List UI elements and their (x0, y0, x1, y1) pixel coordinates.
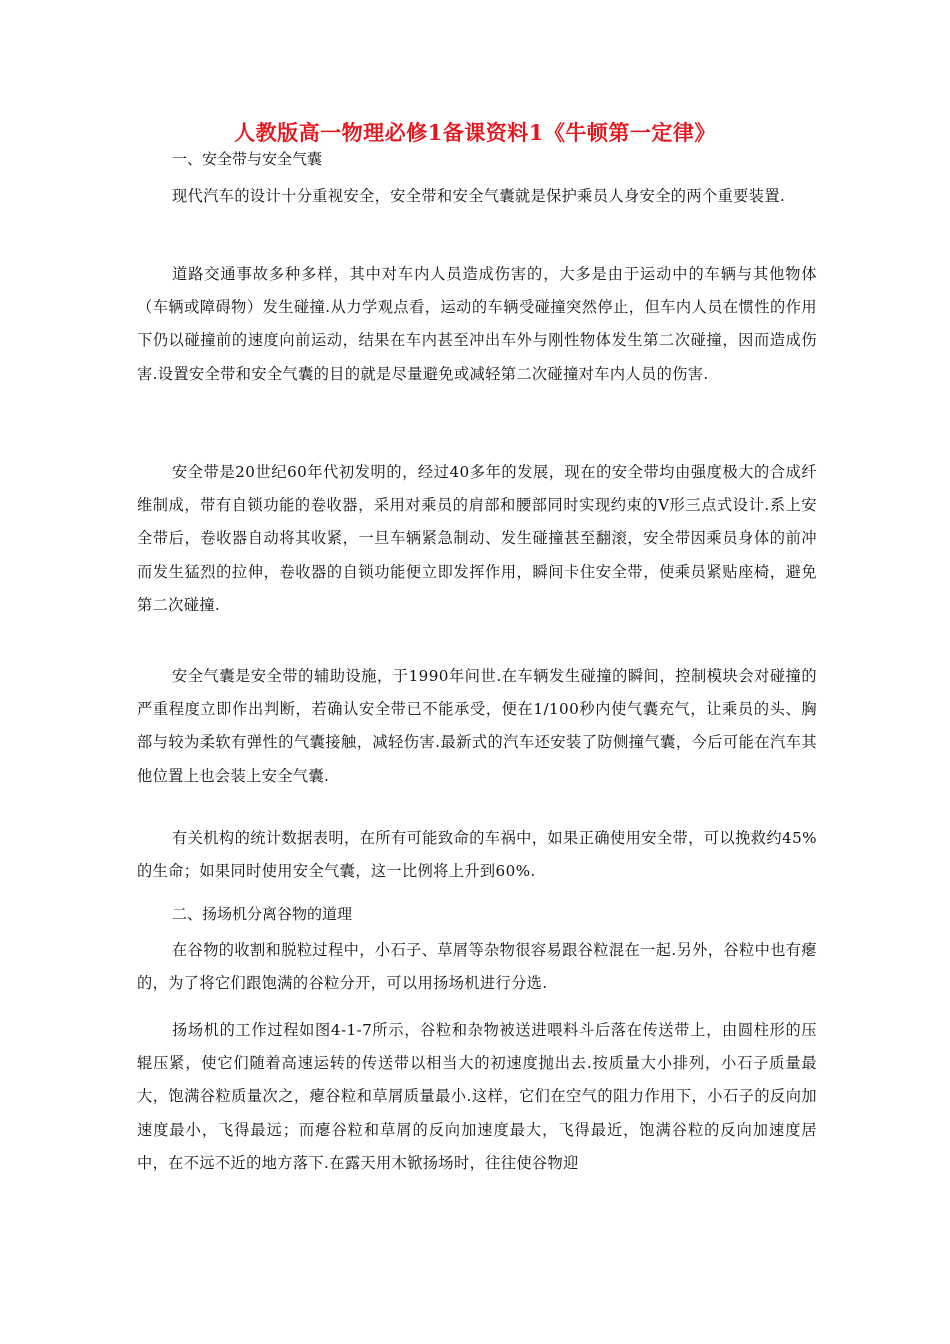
paragraph-collision: 道路交通事故多种多样，其中对车内人员造成伤害的，大多是由于运动中的车辆与其他物体（车辆或障碍物）发生碰撞.从力学观点看，运动的车辆受碰撞突然停止，但车内人员在惯性的作用下仍以碰撞前的速度向前运动，结果在车内甚至冲出车外与刚性物体发生第二次碰撞，因而造成伤害.设置安全带和安全气囊的目的就是尽量避免或减轻第二次碰撞对车内人员的伤害. (137, 265, 817, 383)
paragraph-statistics: 有关机构的统计数据表明，在所有可能致命的车祸中，如果正确使用安全带，可以挽救约45%的生命；如果同时使用安全气囊，这一比例将上升到60%. (137, 829, 817, 881)
document-title: 人教版高一物理必修1备课资料1《牛顿第一定律》 (234, 120, 716, 145)
section-heading-winnower: 二、扬场机分离谷物的道理 (172, 905, 353, 923)
section-heading-seatbelt-airbag: 一、安全带与安全气囊 (172, 150, 323, 168)
paragraph-seatbelt: 安全带是20世纪60年代初发明的，经过40多年的发展，现在的安全带均由强度极大的合成纤维制成，带有自锁功能的卷收器，采用对乘员的肩部和腰部同时实现约束的V形三点式设计.系上安全带后，卷收器自动将其收紧，一旦车辆紧急制动、发生碰撞甚至翻滚，安全带因乘员身体的前冲而发生猛烈的拉伸，卷收器的自锁功能便立即发挥作用，瞬间卡住安全带，使乘员紧贴座椅，避免第二次碰撞. (137, 463, 817, 614)
paragraph-grain-separation: 在谷物的收割和脱粒过程中，小石子、草屑等杂物很容易跟谷粒混在一起.另外，谷粒中也有瘪的，为了将它们跟饱满的谷粒分开，可以用扬场机进行分选. (137, 941, 817, 993)
paragraph-intro: 现代汽车的设计十分重视安全，安全带和安全气囊就是保护乘员人身安全的两个重要装置. (172, 187, 786, 205)
paragraph-winnower-process: 扬场机的工作过程如图4-1-7所示，谷粒和杂物被送进喂料斗后落在传送带上，由圆柱形的压辊压紧，使它们随着高速运转的传送带以相当大的初速度抛出去.按质量大小排列，小石子质量最大，饱满谷粒质量次之，瘪谷粒和草屑质量最小.这样，它们在空气的阻力作用下，小石子的反向加速度最小，飞得最远；而瘪谷粒和草屑的反向加速度最大，飞得最近，饱满谷粒的反向加速度居中，在不远不近的地方落下.在露天用木锨扬场时，往往使谷物迎 (137, 1021, 817, 1172)
paragraph-airbag: 安全气囊是安全带的辅助设施，于1990年问世.在车辆发生碰撞的瞬间，控制模块会对碰撞的严重程度立即作出判断，若确认安全带已不能承受，便在1/100秒内使气囊充气，让乘员的头、胸部与较为柔软有弹性的气囊接触，减轻伤害.最新式的汽车还安装了防侧撞气囊，今后可能在汽车其他位置上也会装上安全气囊. (137, 667, 817, 785)
